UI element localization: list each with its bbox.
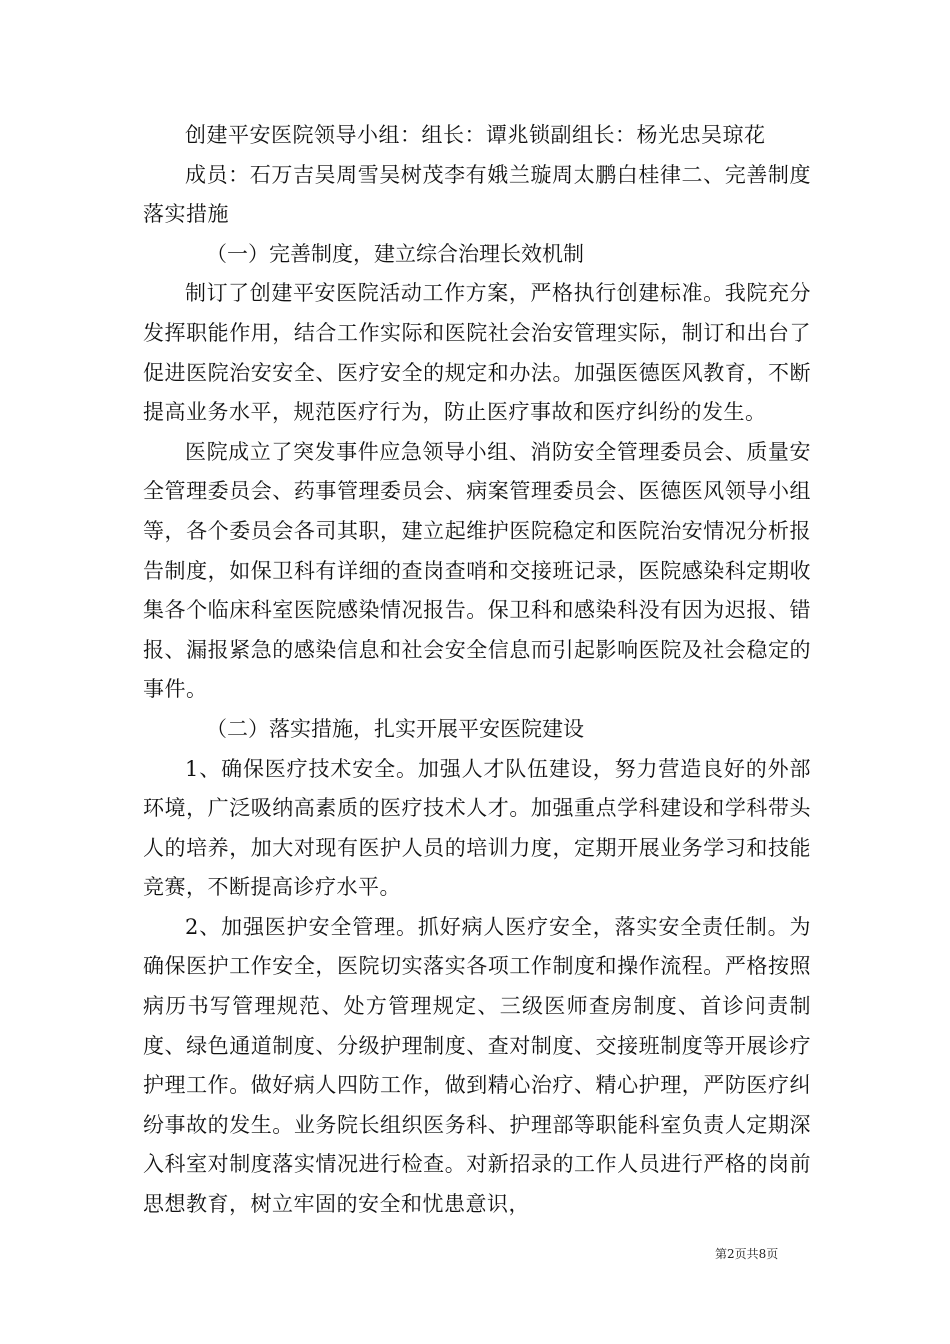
members-paragraph: 成员：石万吉吴周雪吴树茂李有娥兰璇周太鹏白桂律二、完善制度落实措施 (143, 162, 811, 227)
section-heading-1: （一）完善制度，建立综合治理长效机制 (206, 241, 584, 266)
body-paragraph: 医院成立了突发事件应急领导小组、消防安全管理委员会、质量安全管理委员会、药事管理委员会、病案管理委员会、医德医风领导小组等，各个委员会各司其职，建立起维护医院稳定和医院治安情况分析报告制度，如保卫科有详细的查岗查哨和交接班记录，医院感染科定期收集各个临床科室医院感染情况报告。保卫科和感染科没有因为迟报、错报、漏报紧急的感染信息和社会安全信息而引起影响医院及社会稳定的事件。 (143, 439, 811, 702)
body-paragraph: 2、加强医护安全管理。抓好病人医疗安全，落实安全责任制。为确保医护工作安全，医院切实落实各项工作制度和操作流程。严格按照病历书写管理规范、处方管理规定、三级医师查房制度、首诊问责制度、绿色通道制度、分级护理制度、查对制度、交接班制度等开展诊疗护理工作。做好病人四防工作，做到精心治疗、精心护理，严防医疗纠纷事故的发生。业务院长组织医务科、护理部等职能科室负责人定期深入科室对制度落实情况进行检查。对新招录的工作人员进行严格的岗前思想教育，树立牢固的安全和忧患意识， (143, 914, 811, 1217)
section-heading-2: （二）落实措施，扎实开展平安医院建设 (206, 716, 584, 741)
body-paragraph: 1、确保医疗技术安全。加强人才队伍建设，努力营造良好的外部环境，广泛吸纳高素质的医疗技术人才。加强重点学科建设和学科带头人的培养，加大对现有医护人员的培训力度，定期开展业务学习和技能竞赛，不断提高诊疗水平。 (143, 756, 811, 900)
page-number: 第2页共8页 (715, 1247, 779, 1261)
body-paragraph: 制订了创建平安医院活动工作方案，严格执行创建标准。我院充分发挥职能作用，结合工作实际和医院社会治安管理实际，制订和出台了促进医院治安安全、医疗安全的规定和办法。加强医德医风教育，不断提高业务水平，规范医疗行为，防止医疗事故和医疗纠纷的发生。 (143, 281, 811, 425)
leadership-group-paragraph: 创建平安医院领导小组：组长：谭兆锁副组长：杨光忠吴琼花 (185, 123, 766, 147)
document-body (143, 116, 811, 1225)
